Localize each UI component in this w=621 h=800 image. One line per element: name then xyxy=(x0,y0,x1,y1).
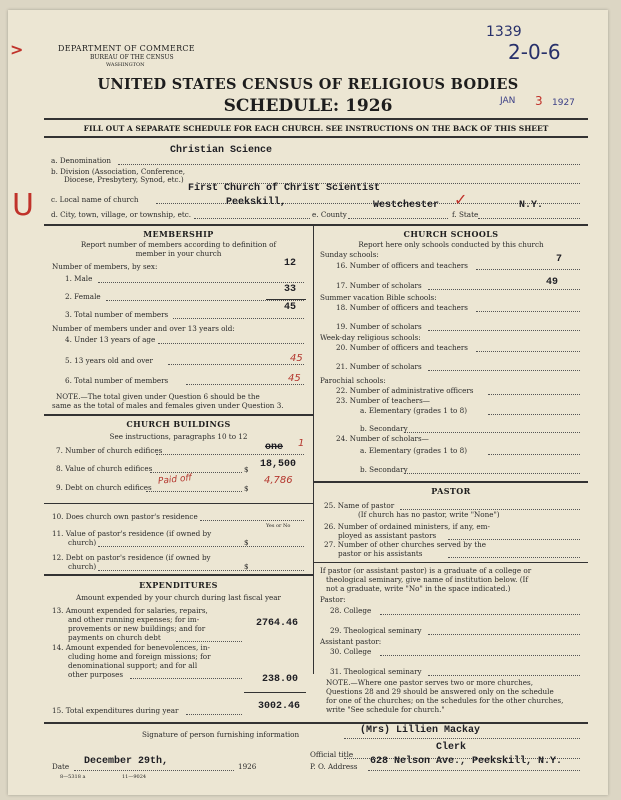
form-number: 8—5318 a xyxy=(60,774,86,780)
q2-label: 2. Female xyxy=(65,292,101,301)
q23b-line xyxy=(404,432,580,433)
q10-line xyxy=(200,520,304,521)
division-label: b. Division (Association, Conference, xyxy=(51,167,186,176)
q19-label: 19. Number of scholars xyxy=(336,322,422,331)
q15-line xyxy=(186,714,242,715)
county-label: e. County xyxy=(312,210,347,219)
graduate-intro-2: theological seminary, give name of institution below. (If xyxy=(326,575,529,584)
q12-dollar: $ xyxy=(244,562,249,571)
date-stamp-year: 1927 xyxy=(552,98,575,108)
footer-top-rule xyxy=(44,722,588,724)
q9-line xyxy=(146,491,242,492)
q18-line xyxy=(476,311,580,312)
signature-label: Signature of person furnishing information xyxy=(142,730,300,739)
pastor-subhead: Pastor: xyxy=(320,595,346,604)
q12-label-2: church) xyxy=(68,562,97,571)
form-title: UNITED STATES CENSUS OF RELIGIOUS BODIES xyxy=(97,76,519,93)
pastor-top-rule xyxy=(314,481,588,483)
q27-label-2: pastor or his assistants xyxy=(338,549,423,558)
bureau-label: BUREAU OF THE CENSUS xyxy=(90,54,174,61)
denomination-line xyxy=(118,164,580,165)
city-value: Peekskill, xyxy=(226,197,287,208)
q4-label: 4. Under 13 years of age xyxy=(65,335,156,344)
po-address-label: P. O. Address xyxy=(310,762,358,771)
q13-line xyxy=(176,641,242,642)
membership-note-1: NOTE.—The total given under Question 6 should be the xyxy=(56,392,260,401)
q11-line xyxy=(98,546,304,547)
q14-label-2: cluding home and foreign missions; for xyxy=(68,652,211,661)
q27-label-1: 27. Number of other churches served by the xyxy=(324,540,487,549)
membership-note-2: same as the total of males and females given under Question 3. xyxy=(52,401,284,410)
q11-dollar: $ xyxy=(244,538,249,547)
q9-label: 9. Debt on church edifices xyxy=(56,483,152,492)
expenditures-subtitle: Amount expended by your church during last fiscal year xyxy=(76,593,281,602)
q3-value: 45 xyxy=(284,302,297,313)
q1-label: 1. Male xyxy=(65,274,93,283)
q14-label-1: 14. Amount expended for benevolences, in- xyxy=(52,643,210,652)
q2-value: 33 xyxy=(284,284,297,295)
q25-hint: (If church has no pastor, write "None") xyxy=(358,510,500,519)
q28-label: 28. College xyxy=(330,606,372,615)
state-line xyxy=(478,218,580,219)
q7-number: 1 xyxy=(298,438,305,449)
denomination-label: a. Denomination xyxy=(51,156,111,165)
q24a-label: a. Elementary (grades 1 to 8) xyxy=(360,446,467,455)
q14-label-3: denominational support; and for all xyxy=(68,661,198,670)
yes-no-hint: Yes or No xyxy=(266,523,291,529)
q23a-line xyxy=(488,414,580,415)
date-stamp-month: JAN xyxy=(500,96,516,106)
church-name-label: c. Local name of church xyxy=(51,195,139,204)
q24-label: 24. Number of scholars— xyxy=(336,434,429,443)
membership-heading: MEMBERSHIP xyxy=(143,229,214,239)
official-title-label: Official title xyxy=(310,750,354,759)
q6-value: 45 xyxy=(288,373,301,384)
state-value: N.Y. xyxy=(519,200,544,211)
assistant-pastor-subhead: Assistant pastor: xyxy=(320,637,382,646)
q16-line xyxy=(476,269,580,270)
q8-value: 18,500 xyxy=(260,459,297,470)
schools-subtitle: Report here only schools conducted by this church xyxy=(358,240,544,249)
q23b-label: b. Secondary xyxy=(360,424,408,433)
q6-label: 6. Total number of members xyxy=(65,376,169,385)
q23-label: 23. Number of teachers— xyxy=(336,396,430,405)
membership-subtitle-1: Report number of members according to definition of xyxy=(80,240,277,249)
graduate-intro-1: If pastor (or assistant pastor) is a graduate of a college or xyxy=(320,566,532,575)
date-stamp-day: 3 xyxy=(535,94,543,108)
q26-label-1: 26. Number of ordained ministers, if any, em- xyxy=(324,522,490,531)
q15-value: 3002.46 xyxy=(258,701,301,712)
q21-line xyxy=(428,370,580,371)
q31-line xyxy=(428,675,580,676)
q13-label-2: and other running expenses; for im- xyxy=(68,615,200,624)
form-number-2: 11—9024 xyxy=(122,774,147,780)
q4-line xyxy=(158,343,304,344)
q9-handwritten-note: Paid off xyxy=(157,473,193,487)
q3-label: 3. Total number of members xyxy=(65,310,169,319)
header-rule-bottom xyxy=(44,136,588,138)
q5-line xyxy=(168,364,304,365)
dept-label: DEPARTMENT OF COMMERCE xyxy=(58,44,195,53)
q14-label-4: other purposes xyxy=(68,670,124,679)
members-by-sex-label: Number of members, by sex: xyxy=(52,262,158,271)
q12-line xyxy=(98,570,304,571)
q27-line xyxy=(448,557,580,558)
q29-line xyxy=(428,634,580,635)
q5-value: 45 xyxy=(290,353,303,364)
file-number: 1339 xyxy=(486,24,522,40)
pastor-note-4: write "See schedule for church." xyxy=(326,705,445,714)
signature-value: (Mrs) Lillien Mackay xyxy=(360,725,481,736)
q14-line xyxy=(130,678,242,679)
header-rule-top xyxy=(44,118,588,120)
graduate-rule xyxy=(314,562,588,563)
q2-total-rule xyxy=(266,299,306,300)
expenditures-top-rule xyxy=(44,574,314,576)
official-title-value: Clerk xyxy=(436,742,467,753)
po-address-value: 628 Nelson Ave., Peekskill, N.Y. xyxy=(370,756,563,767)
q22-line xyxy=(488,394,580,395)
q13-label-1: 13. Amount expended for salaries, repairs, xyxy=(52,606,208,615)
q7-value: one xyxy=(265,442,284,453)
summer-schools-label: Summer vacation Bible schools: xyxy=(320,293,437,302)
q3-line xyxy=(173,318,304,319)
church-name-value: First Church of Christ Scientist xyxy=(188,183,381,194)
red-check-mark: ✓ xyxy=(454,190,468,209)
membership-subtitle-2: member in your church xyxy=(135,249,222,258)
sunday-schools-label: Sunday schools: xyxy=(320,250,379,259)
q1-line xyxy=(98,282,304,283)
q26-label-2: ployed as assistant pastors xyxy=(338,531,437,540)
county-line xyxy=(348,218,448,219)
date-value: December 29th, xyxy=(84,756,169,767)
po-address-line xyxy=(368,770,580,771)
red-margin-mark: U xyxy=(12,188,34,223)
parochial-schools-label: Parochial schools: xyxy=(320,376,386,385)
schools-heading: CHURCH SCHOOLS xyxy=(403,229,499,239)
county-value: Westchester xyxy=(373,200,440,211)
division-label-2: Diocese, Presbytery, Synod, etc.) xyxy=(64,175,184,184)
q2-line xyxy=(106,300,304,301)
q25-label: 25. Name of pastor xyxy=(324,501,395,510)
pastor-note-1: NOTE.—Where one pastor serves two or more churches, xyxy=(326,678,534,687)
q30-label: 30. College xyxy=(330,647,372,656)
file-code: 2-0-6 xyxy=(508,40,561,64)
q28-line xyxy=(380,614,580,615)
schedule-title: SCHEDULE: 1926 xyxy=(223,96,393,116)
q29-label: 29. Theological seminary xyxy=(330,626,422,635)
q19-line xyxy=(428,330,580,331)
buildings-subtitle: See instructions, paragraphs 10 to 12 xyxy=(109,432,248,441)
body-top-rule xyxy=(44,224,588,226)
q23a-label: a. Elementary (grades 1 to 8) xyxy=(360,406,467,415)
q14-value: 238.00 xyxy=(262,674,299,685)
q13-value: 2764.46 xyxy=(256,618,299,629)
date-label: Date xyxy=(52,762,70,771)
q9-value: 4,786 xyxy=(264,475,293,486)
age-label: Number of members under and over 13 years old: xyxy=(52,324,235,333)
q12-label: 12. Debt on pastor's residence (if owned by xyxy=(52,553,211,562)
instruction-banner: FILL OUT A SEPARATE SCHEDULE FOR EACH CHURCH. SEE INSTRUCTIONS ON THE BACK OF THIS SHEET xyxy=(83,124,549,133)
state-label: f. State xyxy=(452,210,479,219)
q7-label: 7. Number of church edifices xyxy=(56,446,163,455)
q10-label: 10. Does church own pastor's residence xyxy=(52,512,198,521)
q11-label: 11. Value of pastor's residence (if owned by xyxy=(52,529,212,538)
q8-label: 8. Value of church edifices xyxy=(56,464,153,473)
census-schedule-sheet xyxy=(8,10,608,795)
q13-label-3: provements or new buildings; and for xyxy=(68,624,206,633)
q9-dollar: $ xyxy=(244,484,249,493)
date-year: 1926 xyxy=(238,762,257,771)
q18-label: 18. Number of officers and teachers xyxy=(336,303,468,312)
q13-label-4: payments on church debt xyxy=(68,633,161,642)
q17-line xyxy=(428,289,580,290)
city-label: d. City, town, village, or township, etc. xyxy=(51,210,192,219)
q20-line xyxy=(476,351,580,352)
red-arrow-mark: > xyxy=(10,40,24,59)
q7-line xyxy=(156,454,304,455)
q5-label: 5. 13 years old and over xyxy=(65,356,153,365)
pastor-heading: PASTOR xyxy=(431,486,471,496)
q20-label: 20. Number of officers and teachers xyxy=(336,343,468,352)
q8-line xyxy=(150,472,242,473)
buildings-heading: CHURCH BUILDINGS xyxy=(126,419,231,429)
q11-label-2: church) xyxy=(68,538,97,547)
q24a-line xyxy=(488,454,580,455)
q22-label: 22. Number of administrative officers xyxy=(336,386,474,395)
q14-total-rule xyxy=(244,692,306,693)
pastor-note-3: for one of the churches; on the schedules for the other churches, xyxy=(326,696,564,705)
date-line xyxy=(74,770,234,771)
q30-line xyxy=(380,655,580,656)
q16-label: 16. Number of officers and teachers xyxy=(336,261,468,270)
signature-line xyxy=(344,738,580,739)
q24b-label: b. Secondary xyxy=(360,465,408,474)
city-line xyxy=(194,218,310,219)
q17-value: 49 xyxy=(546,277,559,288)
q24b-line xyxy=(404,473,580,474)
buildings-top-rule xyxy=(44,414,314,416)
q17-label: 17. Number of scholars xyxy=(336,281,422,290)
q8-dollar: $ xyxy=(244,465,249,474)
church-name-line xyxy=(156,203,580,204)
graduate-intro-3: not a graduate, write "No" in the space indicated.) xyxy=(326,584,511,593)
q31-label: 31. Theological seminary xyxy=(330,667,422,676)
denomination-value: Christian Science xyxy=(170,145,273,156)
pastor-note-2: Questions 28 and 29 should be answered only on the schedule xyxy=(326,687,554,696)
q9-rule xyxy=(44,503,314,504)
q21-label: 21. Number of scholars xyxy=(336,362,422,371)
q6-line xyxy=(186,384,304,385)
city-label: WASHINGTON xyxy=(106,62,145,68)
expenditures-heading: EXPENDITURES xyxy=(139,580,218,590)
weekday-schools-label: Week-day religious schools: xyxy=(320,333,421,342)
q15-label: 15. Total expenditures during year xyxy=(52,706,179,715)
q1-value: 12 xyxy=(284,258,297,269)
q16-value: 7 xyxy=(556,254,563,265)
column-divider xyxy=(313,224,314,674)
